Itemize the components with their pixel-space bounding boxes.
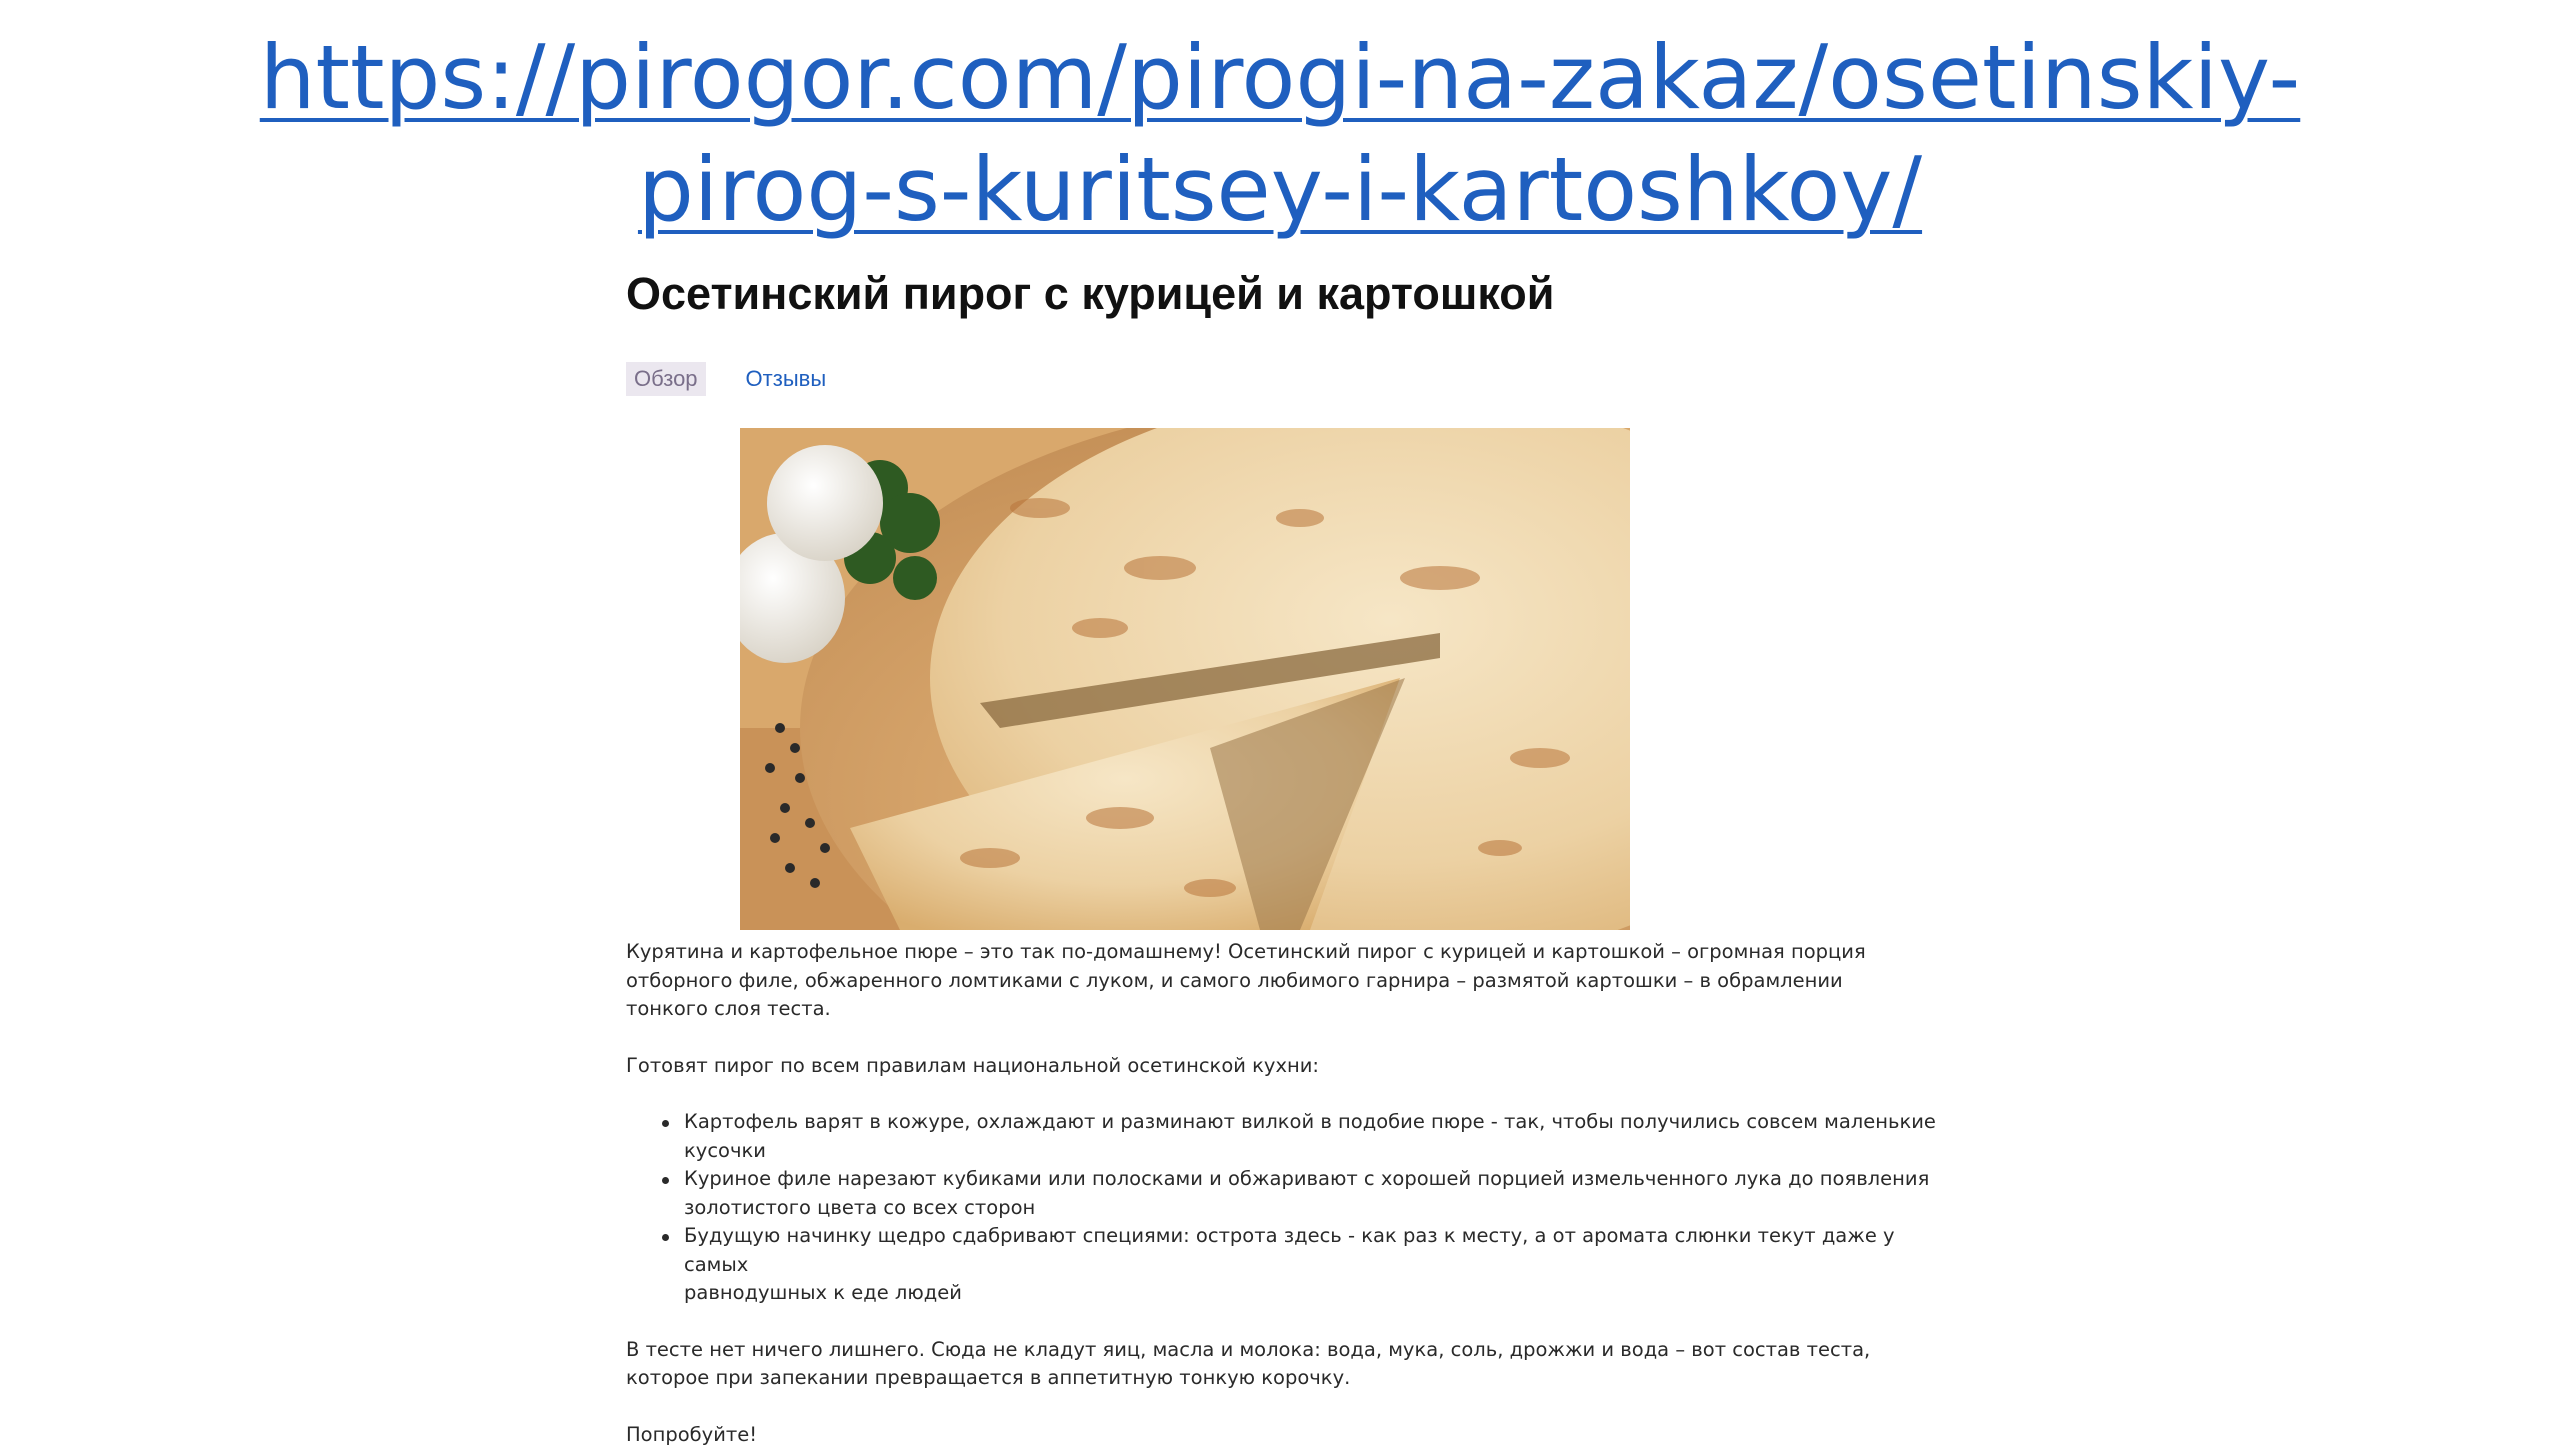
step-text: Картофель варят в кожуре, охлаждают и разминают вилкой в подобие пюре - так, чтобы получились совсем маленькие кусочки bbox=[684, 1110, 1936, 1162]
slide-url-line-2[interactable]: pirog-s-kuritsey-i-kartoshkoy/ bbox=[0, 134, 2560, 246]
pie-photo bbox=[740, 428, 1630, 930]
recipe-lead: Готовят пирог по всем правилам национальной осетинской кухни: bbox=[626, 1052, 1946, 1081]
tab-bar bbox=[626, 362, 866, 396]
dough-text: В тесте нет ничего лишнего. Сюда не кладут яиц, масла и молока: вода, мука, соль, дрожжи и вода – вот состав теста, bbox=[626, 1336, 1946, 1365]
product-description bbox=[626, 938, 1946, 1449]
slide-url-line-1[interactable]: https://pirogor.com/pirogi-na-zakaz/osetinskiy- bbox=[0, 22, 2560, 134]
step-text: Будущую начинку щедро сдабривают специями: острота здесь - как раз к месту, а от аромата слюнки текут даже у самых bbox=[684, 1224, 1895, 1276]
intro-line: Курятина и картофельное пюре – это так по-домашнему! Осетинский пирог с курицей и картошкой – огромная порция bbox=[626, 938, 1946, 967]
recipe-steps-list bbox=[626, 1108, 1946, 1308]
closing-text: Попробуйте! bbox=[626, 1421, 1946, 1449]
intro-line: тонкого слоя теста. bbox=[626, 995, 1946, 1024]
pie-photo-illustration bbox=[740, 428, 1630, 930]
dough-text: которое при запекании превращается в аппетитную тонкую корочку. bbox=[626, 1364, 1946, 1393]
page-title: Осетинский пирог с курицей и картошкой bbox=[626, 268, 1554, 320]
tab-overview[interactable]: Обзор bbox=[626, 362, 706, 396]
list-item bbox=[684, 1165, 1946, 1222]
slide-url-link[interactable] bbox=[0, 22, 2560, 246]
step-text: Куриное филе нарезают кубиками или полосками и обжаривают с хорошей порцией измельченного лука до появления bbox=[684, 1167, 1929, 1190]
step-text: золотистого цвета со всех сторон bbox=[684, 1196, 1035, 1219]
list-item bbox=[684, 1108, 1946, 1165]
tab-reviews[interactable]: Отзывы bbox=[738, 362, 835, 396]
step-text: равнодушных к еде людей bbox=[684, 1281, 962, 1304]
intro-line: отборного филе, обжаренного ломтиками с луком, и самого любимого гарнира – размятой картошки – в обрамлении bbox=[626, 967, 1946, 996]
list-item bbox=[684, 1222, 1946, 1308]
